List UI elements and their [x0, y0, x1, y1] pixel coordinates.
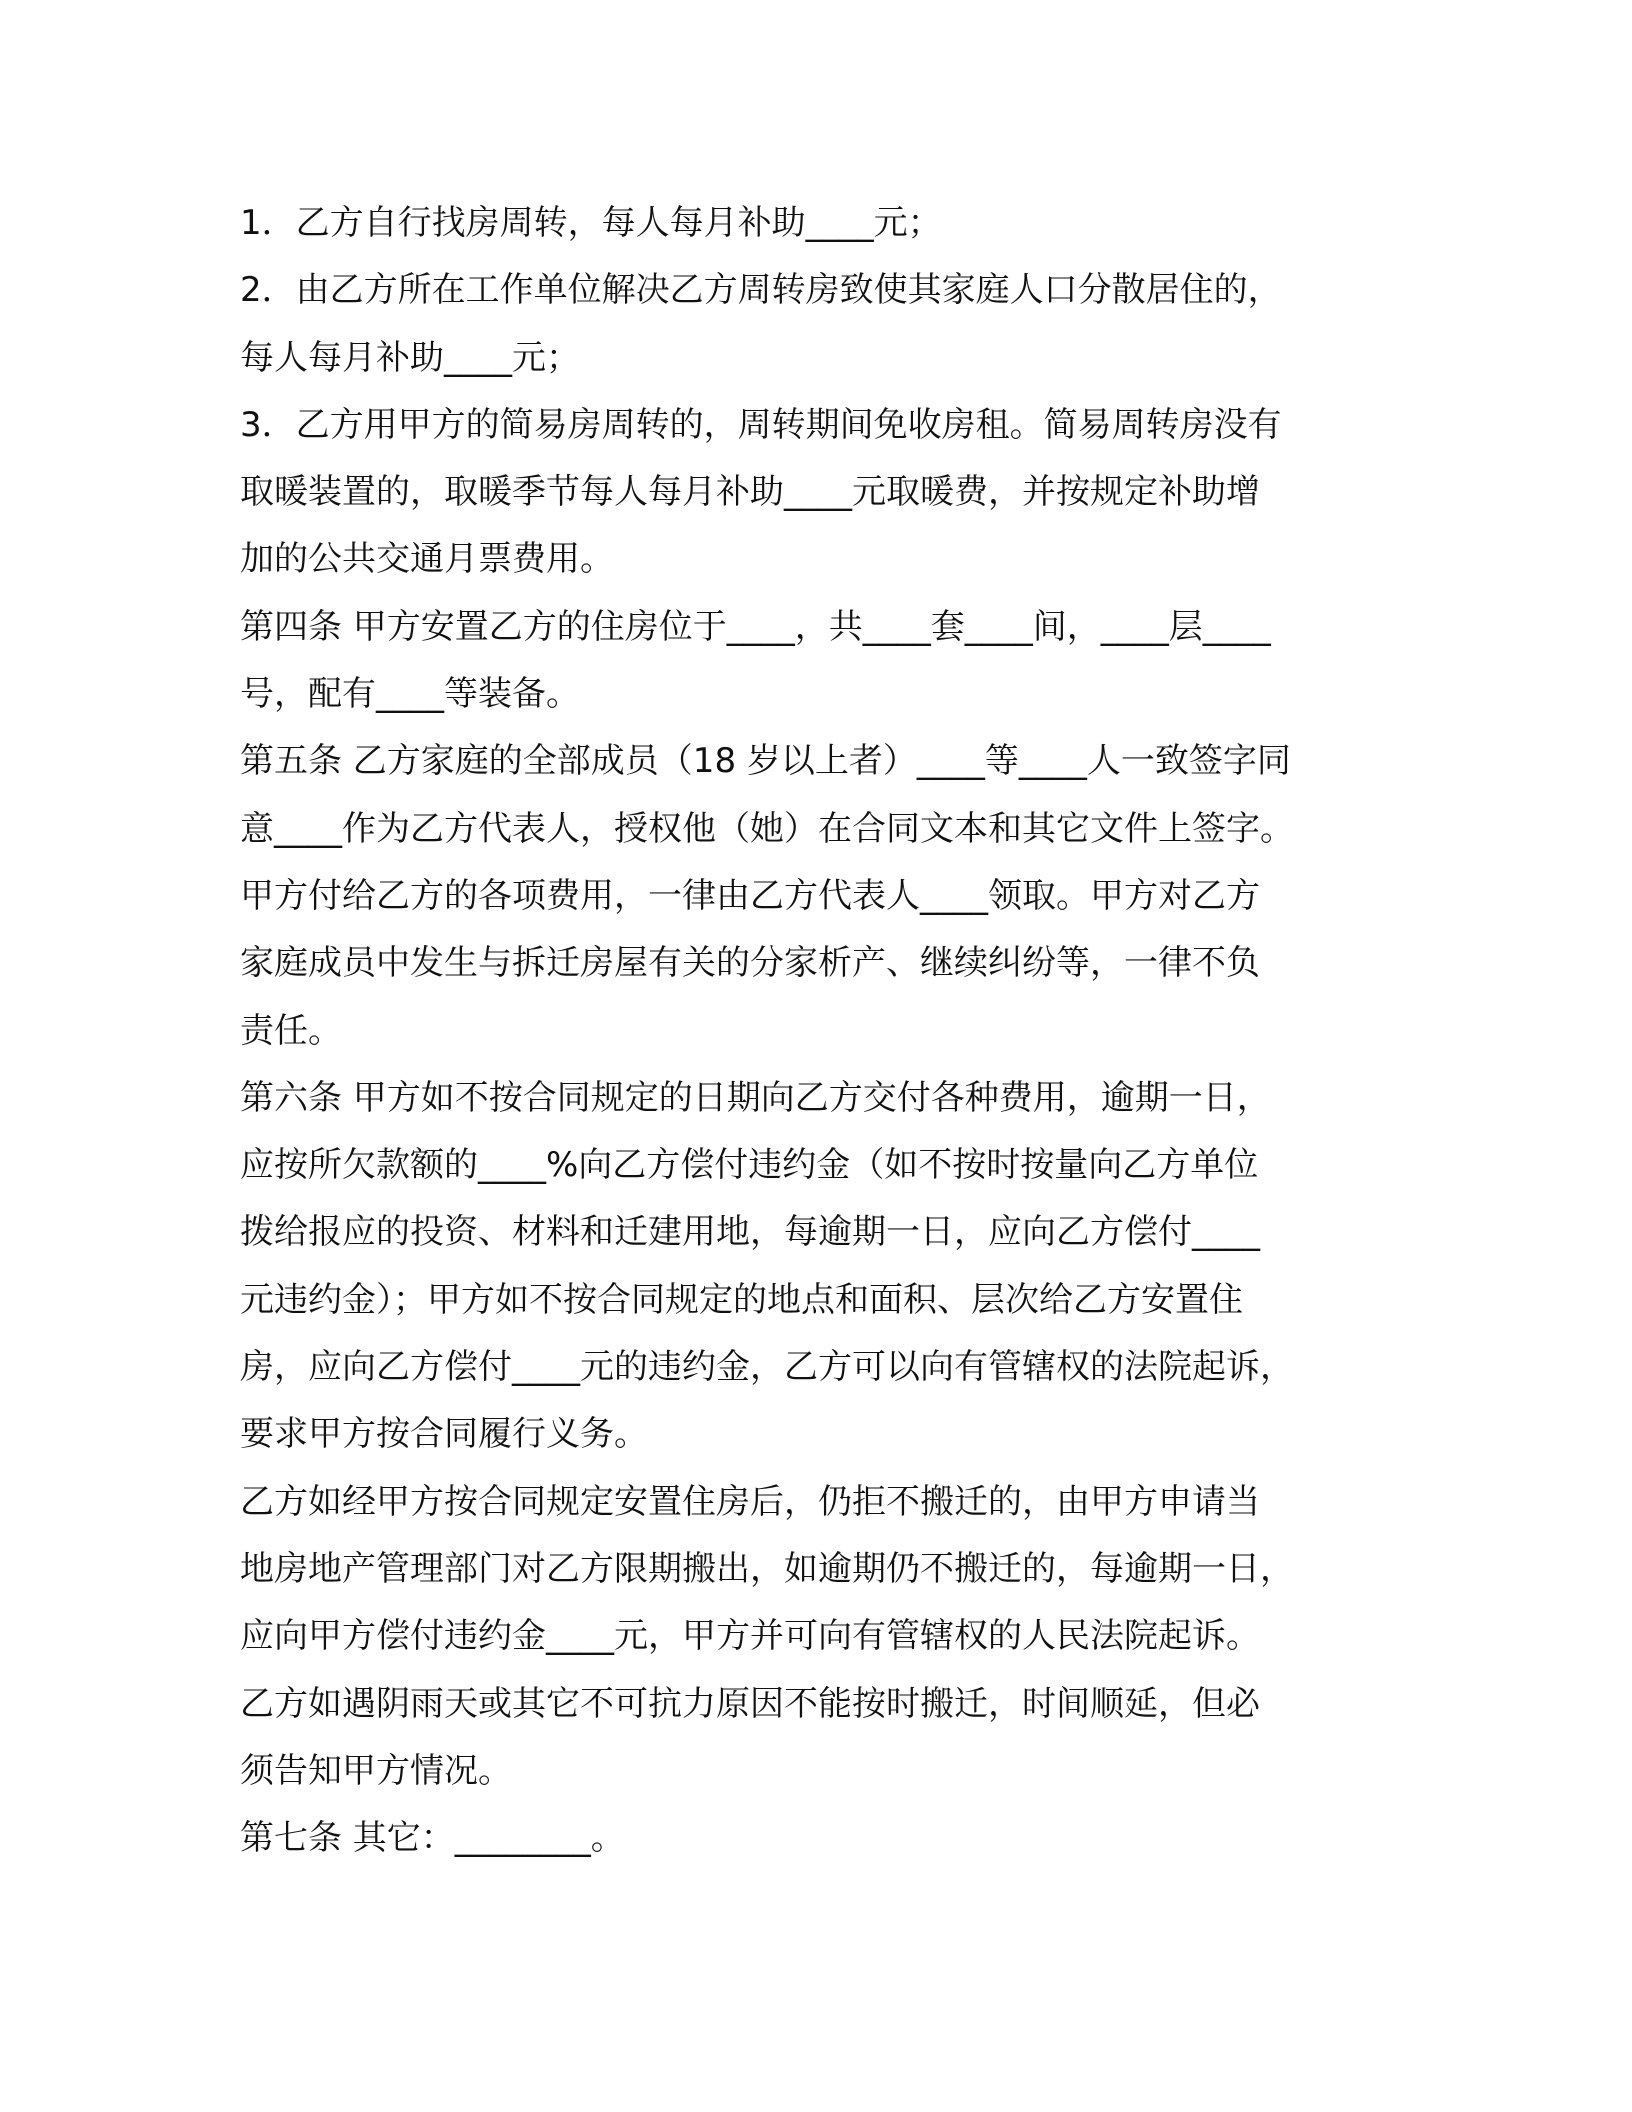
text-line: 第四条 甲方安置乙方的住房位于____，共____套____间，____层____ [240, 606, 1271, 647]
text-line: 家庭成员中发生与拆迁房屋有关的分家析产、继续纠纷等，一律不负 [240, 943, 1260, 984]
text-line: 应按所欠款额的____%向乙方偿付违约金（如不按时按量向乙方单位 [240, 1145, 1259, 1186]
text-line: 取暖装置的，取暖季节每人每月补助____元取暖费，并按规定补助增 [240, 472, 1260, 513]
text-line: 房，应向乙方偿付____元的违约金，乙方可以向有管辖权的法院起诉， [240, 1347, 1294, 1388]
text-line: 号，配有____等装备。 [240, 674, 580, 715]
text-line: 每人每月补助____元； [240, 337, 580, 378]
text-line: 1．乙方自行找房周转，每人每月补助____元； [240, 203, 942, 243]
text-line: 甲方付给乙方的各项费用，一律由乙方代表人____领取。甲方对乙方 [240, 875, 1260, 916]
text-line: 意____作为乙方代表人，授权他（她）在合同文本和其它文件上签字。 [240, 808, 1294, 849]
text-line: 第五条 乙方家庭的全部成员（18 岁以上者）____等____人一致签字同 [240, 741, 1291, 782]
text-line: 2．由乙方所在工作单位解决乙方周转房致使其家庭人口分散居住的， [240, 270, 1282, 311]
text-line: 地房地产管理部门对乙方限期搬出，如逾期仍不搬迁的，每逾期一日， [240, 1548, 1294, 1589]
text-line: 第七条 其它：________。 [240, 1818, 625, 1859]
text-line: 要求甲方按合同履行义务。 [240, 1414, 648, 1455]
text-line: 拨给报应的投资、材料和迁建用地，每逾期一日，应向乙方偿付____ [240, 1212, 1260, 1253]
text-line: 责任。 [240, 1010, 342, 1051]
text-line: 3．乙方用甲方的简易房周转的，周转期间免收房租。简易周转房没有 [240, 404, 1282, 445]
text-line: 乙方如经甲方按合同规定安置住房后，仍拒不搬迁的，由甲方申请当 [240, 1481, 1260, 1522]
contract-text [240, 190, 1390, 1872]
text-line: 须告知甲方情况。 [240, 1750, 512, 1791]
text-line: 应向甲方偿付违约金____元，甲方并可向有管辖权的人民法院起诉。 [240, 1616, 1260, 1657]
text-line: 元违约金）；甲方如不按合同规定的地点和面积、层次给乙方安置住 [240, 1279, 1243, 1320]
text-line: 第六条 甲方如不按合同规定的日期向乙方交付各种费用，逾期一日， [240, 1077, 1271, 1118]
text-line: 乙方如遇阴雨天或其它不可抗力原因不能按时搬迁，时间顺延，但必 [240, 1683, 1260, 1724]
text-line: 加的公共交通月票费用。 [240, 539, 614, 580]
